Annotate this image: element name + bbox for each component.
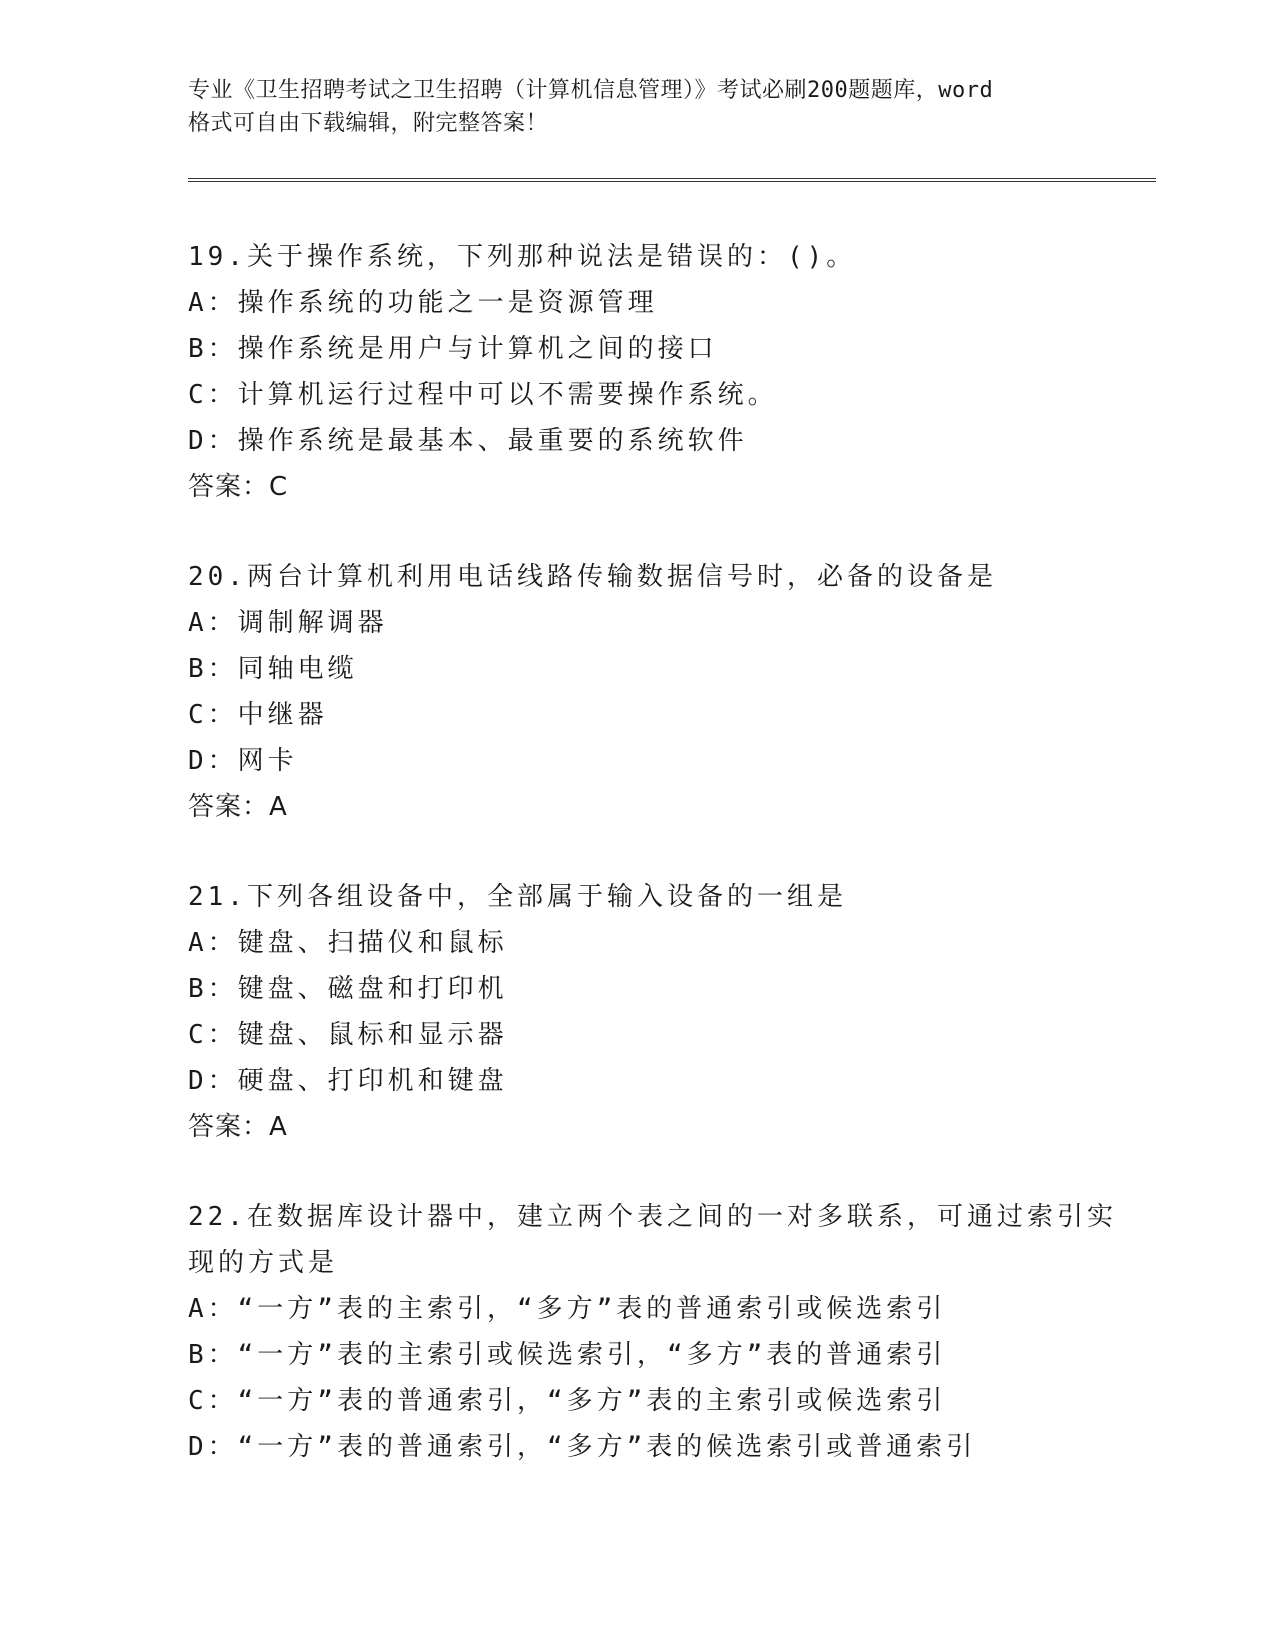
question-stem: 19.关于操作系统，下列那种说法是错误的：()。 [188, 242, 857, 272]
option-b: B：键盘、磁盘和打印机 [188, 974, 508, 1004]
question-20 [188, 554, 1088, 830]
answer: 答案：C [188, 472, 289, 502]
answer: 答案：A [188, 1112, 288, 1142]
option-c: C：“一方”表的普通索引，“多方”表的主索引或候选索引 [188, 1386, 947, 1416]
option-d: D：网卡 [188, 746, 298, 776]
question-stem: 22.在数据库设计器中，建立两个表之间的一对多联系，可通过索引实 [188, 1202, 1117, 1232]
question-stem: 20.两台计算机利用电话线路传输数据信号时，必备的设备是 [188, 562, 997, 592]
option-c: C：中继器 [188, 700, 328, 730]
option-c: C：计算机运行过程中可以不需要操作系统。 [188, 380, 778, 410]
question-stem-continued: 现的方式是 [188, 1248, 339, 1278]
question-stem: 21.下列各组设备中，全部属于输入设备的一组是 [188, 882, 847, 912]
option-a: A：键盘、扫描仪和鼠标 [188, 928, 508, 958]
option-d: D：“一方”表的普通索引，“多方”表的候选索引或普通索引 [188, 1432, 977, 1462]
option-a: A：调制解调器 [188, 608, 388, 638]
answer: 答案：A [188, 792, 288, 822]
header-divider [188, 178, 1156, 182]
option-a: A：“一方”表的主索引，“多方”表的普通索引或候选索引 [188, 1294, 947, 1324]
document-header [188, 74, 1088, 140]
option-b: B：同轴电缆 [188, 654, 358, 684]
question-21 [188, 874, 1088, 1150]
question-19 [188, 234, 1088, 510]
option-a: A：操作系统的功能之一是资源管理 [188, 288, 658, 318]
question-22 [188, 1194, 1117, 1470]
option-c: C：键盘、鼠标和显示器 [188, 1020, 508, 1050]
header-line-2: 格式可自由下载编辑，附完整答案！ [188, 111, 549, 136]
option-b: B：操作系统是用户与计算机之间的接口 [188, 334, 718, 364]
option-d: D：硬盘、打印机和键盘 [188, 1066, 508, 1096]
option-d: D：操作系统是最基本、最重要的系统软件 [188, 426, 748, 456]
option-b: B：“一方”表的主索引或候选索引，“多方”表的普通索引 [188, 1340, 947, 1370]
header-line-1: 专业《卫生招聘考试之卫生招聘（计算机信息管理）》考试必刷200题题库，word [188, 78, 994, 103]
